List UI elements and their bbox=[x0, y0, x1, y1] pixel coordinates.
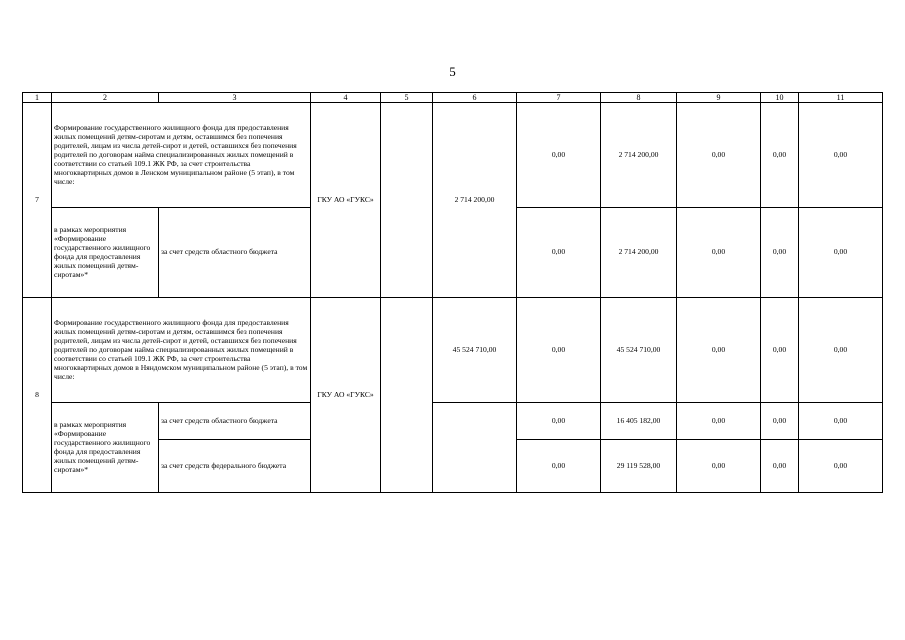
column-header: 2 bbox=[52, 93, 159, 103]
cell-col6: 45 524 710,00 bbox=[433, 298, 517, 403]
funding-source: за счет средств областного бюджета bbox=[159, 403, 311, 440]
activity-description: в рамках мероприятия «Формирование государственного жилищного фонда для предоставления жилых помещений детям-сиротам»* bbox=[52, 208, 159, 298]
column-header: 8 bbox=[601, 93, 677, 103]
table-row bbox=[23, 103, 883, 208]
funding-source: за счет средств областного бюджета bbox=[159, 208, 311, 298]
column-header: 5 bbox=[381, 93, 433, 103]
cell-col8: 45 524 710,00 bbox=[601, 298, 677, 403]
cell-col6-empty bbox=[433, 403, 517, 493]
cell-col11: 0,00 bbox=[799, 298, 883, 403]
cell-col5 bbox=[381, 298, 433, 493]
cell-col9: 0,00 bbox=[677, 440, 761, 493]
responsible-executor: ГКУ АО «ГУКС» bbox=[311, 298, 381, 493]
column-header: 10 bbox=[761, 93, 799, 103]
cell-col11: 0,00 bbox=[799, 403, 883, 440]
activity-description: в рамках мероприятия «Формирование государственного жилищного фонда для предоставления жилых помещений детям-сиротам»* bbox=[52, 403, 159, 493]
cell-col9: 0,00 bbox=[677, 208, 761, 298]
row-description: Формирование государственного жилищного фонда для предоставления жилых помещений детям-сиротам и детям, оставшимся без попечения родителей, лицам из числа детей-сирот и детей, оставшихся без попечения родителей по договорам найма специализированных жилых помещений в соответствии со статьей 109.1 ЖК РФ, за счет строительства многоквартирных домов в Ленском муниципальном районе (5 этап), в том числе: bbox=[52, 103, 311, 208]
cell-col8: 16 405 182,00 bbox=[601, 403, 677, 440]
column-header: 3 bbox=[159, 93, 311, 103]
cell-col7: 0,00 bbox=[517, 103, 601, 208]
cell-col9: 0,00 bbox=[677, 403, 761, 440]
funding-source: за счет средств федерального бюджета bbox=[159, 440, 311, 493]
cell-col7: 0,00 bbox=[517, 208, 601, 298]
cell-col8: 2 714 200,00 bbox=[601, 208, 677, 298]
cell-col11: 0,00 bbox=[799, 208, 883, 298]
cell-col10: 0,00 bbox=[761, 298, 799, 403]
column-header: 4 bbox=[311, 93, 381, 103]
table-row bbox=[23, 403, 883, 440]
row-number: 7 bbox=[23, 103, 52, 298]
page-number: 5 bbox=[449, 64, 456, 79]
cell-col11: 0,00 bbox=[799, 440, 883, 493]
cell-col11: 0,00 bbox=[799, 103, 883, 208]
cell-col8: 29 119 528,00 bbox=[601, 440, 677, 493]
column-header: 7 bbox=[517, 93, 601, 103]
cell-col10: 0,00 bbox=[761, 103, 799, 208]
cell-col6: 2 714 200,00 bbox=[433, 103, 517, 298]
cell-col10: 0,00 bbox=[761, 403, 799, 440]
cell-col8: 2 714 200,00 bbox=[601, 103, 677, 208]
responsible-executor: ГКУ АО «ГУКС» bbox=[311, 103, 381, 298]
column-header: 9 bbox=[677, 93, 761, 103]
column-header: 11 bbox=[799, 93, 883, 103]
budget-table bbox=[22, 92, 883, 493]
cell-col10: 0,00 bbox=[761, 208, 799, 298]
row-number: 8 bbox=[23, 298, 52, 493]
cell-col7: 0,00 bbox=[517, 440, 601, 493]
column-header: 1 bbox=[23, 93, 52, 103]
row-description: Формирование государственного жилищного фонда для предоставления жилых помещений детям-сиротам и детям, оставшимся без попечения родителей, лицам из числа детей-сирот и детей, оставшихся без попечения родителей по договорам найма специализированных жилых помещений в соответствии со статьей 109.1 ЖК РФ, за счет строительства многоквартирных домов в Няндомском муниципальном районе (5 этап), в том числе: bbox=[52, 298, 311, 403]
column-number-row bbox=[23, 93, 883, 103]
cell-col9: 0,00 bbox=[677, 103, 761, 208]
column-header: 6 bbox=[433, 93, 517, 103]
cell-col7: 0,00 bbox=[517, 298, 601, 403]
cell-col5 bbox=[381, 103, 433, 298]
cell-col9: 0,00 bbox=[677, 298, 761, 403]
table-row bbox=[23, 298, 883, 403]
cell-col7: 0,00 bbox=[517, 403, 601, 440]
cell-col10: 0,00 bbox=[761, 440, 799, 493]
